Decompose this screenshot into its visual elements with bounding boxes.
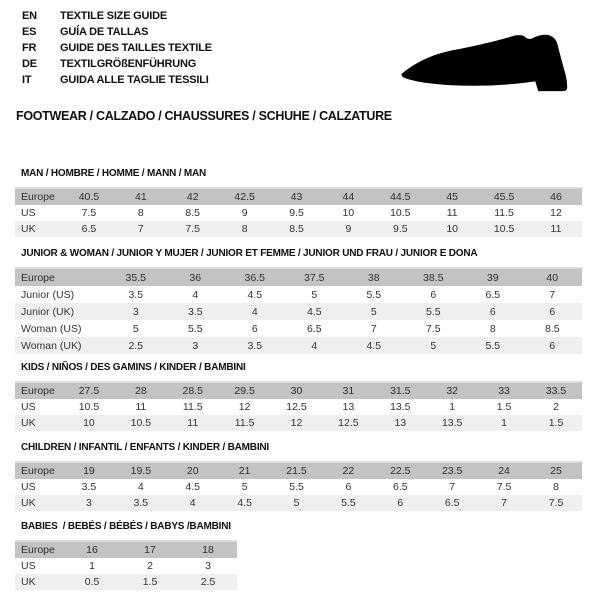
size-cell: 4.5	[247, 288, 263, 301]
size-cell: 36.5	[225, 268, 285, 286]
size-cell: 6	[374, 495, 426, 511]
language-row	[22, 8, 212, 24]
size-cell: 45.5	[478, 188, 530, 205]
size-cell: 42	[167, 188, 219, 205]
category-title: FOOTWEAR / CALZADO / CHAUSSURES / SCHUHE / CALZATURE	[16, 109, 392, 123]
language-row	[22, 24, 212, 40]
size-cell: 11	[446, 207, 458, 219]
size-cell: 24	[478, 462, 530, 479]
size-cell: 2.5	[106, 337, 166, 354]
size-cell: 42.5	[219, 188, 271, 205]
size-cell: 3.5	[115, 495, 167, 511]
language-row	[22, 72, 212, 88]
row-label: US	[21, 401, 36, 413]
size-cell: 13	[374, 415, 426, 431]
row-label: Europe	[15, 188, 63, 205]
size-cell: 5.5	[289, 481, 304, 493]
table-row	[15, 415, 582, 431]
size-cell: 13	[342, 401, 355, 413]
size-cell: 10	[63, 415, 115, 431]
row-label: Europe	[15, 541, 63, 558]
table-row	[15, 382, 582, 399]
row-label: Woman (UK)	[15, 337, 106, 354]
row-label: UK	[15, 221, 63, 237]
size-cell: 12.5	[322, 415, 374, 431]
size-cell: 10.5	[115, 415, 167, 431]
table-row	[15, 303, 582, 320]
table-row	[15, 188, 582, 205]
size-cell: 13.5	[390, 401, 411, 413]
size-cell: 10.5	[78, 401, 100, 413]
size-cell: 3.5	[225, 337, 285, 354]
size-cell: 11	[530, 221, 582, 237]
size-cell: 22.5	[374, 462, 426, 479]
size-cell: 44	[322, 188, 374, 205]
language-label: GUÍA DE TALLAS	[60, 26, 149, 38]
size-table	[15, 540, 237, 590]
row-label: UK	[15, 495, 63, 511]
size-cell: 5	[241, 481, 248, 493]
section-title: CHILDREN / INFANTIL / ENFANTS / KINDER / BAMBINI	[21, 442, 269, 453]
size-cell: 40	[523, 268, 583, 286]
size-cell: 3	[205, 560, 211, 572]
size-cell: 9.5	[374, 221, 426, 237]
size-cell: 4	[192, 288, 199, 301]
row-label: Europe	[15, 462, 63, 479]
size-cell: 6	[523, 337, 583, 354]
size-cell: 46	[530, 188, 582, 205]
size-cell: 33.5	[530, 382, 582, 399]
size-cell: 6.5	[392, 481, 408, 493]
size-cell: 7	[478, 495, 530, 511]
size-cell: 31	[322, 382, 374, 399]
size-cell: 36	[166, 268, 226, 286]
size-cell: 7	[449, 481, 456, 493]
language-row	[22, 56, 212, 72]
row-label: UK	[15, 415, 63, 431]
size-cell: 5.5	[366, 288, 382, 301]
size-cell: 7.5	[81, 207, 97, 219]
size-cell: 38	[344, 268, 404, 286]
size-cell: 5	[344, 303, 404, 320]
size-cell: 6.5	[63, 221, 115, 237]
size-cell: 32	[426, 382, 478, 399]
language-code: EN	[22, 10, 37, 22]
table-row	[15, 479, 582, 495]
size-cell: 5	[311, 288, 318, 301]
language-title-block	[22, 8, 212, 88]
size-cell: 11.5	[219, 415, 271, 431]
size-cell: 3	[166, 337, 226, 354]
table-row	[15, 399, 582, 415]
size-cell: 38.5	[404, 268, 464, 286]
size-table	[15, 461, 582, 511]
table-row	[15, 286, 582, 303]
size-cell: 9.5	[289, 207, 304, 219]
table-row	[15, 221, 582, 237]
size-cell: 3.5	[128, 288, 144, 301]
size-cell: 2	[147, 560, 153, 572]
row-label: UK	[15, 574, 63, 590]
language-label: GUIDE DES TAILLES TEXTILE	[60, 42, 212, 54]
size-cell: 22	[322, 462, 374, 479]
size-cell: 16	[63, 541, 121, 558]
size-cell: 9	[241, 207, 248, 219]
size-cell: 45	[426, 188, 478, 205]
size-cell: 6	[251, 322, 258, 335]
size-cell: 5	[271, 495, 323, 511]
size-cell: 1.5	[496, 401, 512, 413]
size-cell: 8	[553, 481, 559, 493]
table-row	[15, 462, 582, 479]
size-cell: 8.5	[544, 322, 560, 335]
size-cell: 12.5	[286, 401, 307, 413]
size-cell: 43	[271, 188, 323, 205]
language-code: DE	[22, 58, 37, 70]
size-cell: 20	[167, 462, 219, 479]
size-cell: 7.5	[425, 322, 441, 335]
row-label: Junior (US)	[21, 288, 75, 301]
table-row	[15, 558, 237, 574]
size-cell: 21	[219, 462, 271, 479]
row-label: Woman (US)	[21, 322, 82, 335]
size-cell: 7.5	[496, 481, 512, 493]
size-cell: 21.5	[271, 462, 323, 479]
size-cell: 5	[132, 322, 139, 335]
size-cell: 39	[463, 268, 523, 286]
size-cell: 6.5	[306, 322, 322, 335]
size-cell: 30	[271, 382, 323, 399]
table-row	[15, 268, 582, 286]
language-label: TEXTILGRÖßENFÜHRUNG	[60, 58, 197, 70]
size-cell: 35.5	[106, 268, 166, 286]
size-cell: 10	[426, 221, 478, 237]
size-cell: 28	[115, 382, 167, 399]
size-cell: 11	[167, 415, 219, 431]
size-table	[15, 187, 582, 237]
size-cell: 5.5	[404, 303, 464, 320]
size-cell: 12	[238, 401, 251, 413]
language-row	[22, 40, 212, 56]
table-row	[15, 495, 582, 511]
size-cell: 44.5	[374, 188, 426, 205]
table-row	[15, 205, 582, 221]
size-cell: 8.5	[185, 207, 201, 219]
size-cell: 7	[549, 288, 556, 301]
size-cell: 28.5	[167, 382, 219, 399]
size-cell: 33	[478, 382, 530, 399]
size-cell: 11	[135, 401, 147, 413]
language-code: FR	[22, 42, 37, 54]
row-label: US	[21, 560, 36, 572]
size-cell: 41	[115, 188, 167, 205]
section-title: JUNIOR & WOMAN / JUNIOR Y MUJER / JUNIOR ET FEMME / JUNIOR UND FRAU / JUNIOR E DONA	[21, 248, 478, 259]
size-cell: 8	[489, 322, 496, 335]
size-cell: 1.5	[121, 574, 179, 590]
size-cell: 3	[106, 303, 166, 320]
size-cell: 6	[463, 303, 523, 320]
table-row	[15, 337, 582, 354]
size-cell: 4	[225, 303, 285, 320]
size-cell: 31.5	[374, 382, 426, 399]
row-label: Europe	[15, 268, 106, 286]
size-table-section-junior-woman	[15, 248, 582, 354]
size-cell: 4	[285, 337, 345, 354]
size-cell: 37.5	[285, 268, 345, 286]
size-cell: 6	[523, 303, 583, 320]
size-cell: 1.5	[530, 415, 582, 431]
size-cell: 6	[345, 481, 352, 493]
language-label: TEXTILE SIZE GUIDE	[60, 10, 168, 22]
size-cell: 3.5	[166, 303, 226, 320]
row-label: Europe	[15, 382, 63, 399]
size-cell: 7	[370, 322, 377, 335]
size-cell: 7.5	[167, 221, 219, 237]
section-title: BABIES / BEBÉS / BÉBÉS / BABYS /BAMBINI	[21, 521, 231, 532]
row-label: US	[21, 207, 36, 219]
size-cell: 11.5	[494, 207, 514, 219]
size-cell: 3	[63, 495, 115, 511]
size-cell: 17	[121, 541, 179, 558]
size-cell: 4.5	[285, 303, 345, 320]
size-cell: 1	[478, 415, 530, 431]
size-cell: 25	[530, 462, 582, 479]
size-cell: 2.5	[179, 574, 237, 590]
language-code: IT	[22, 74, 32, 86]
size-cell: 9	[322, 221, 374, 237]
size-cell: 19	[63, 462, 115, 479]
size-cell: 12	[550, 207, 562, 219]
table-row	[15, 574, 237, 590]
size-cell: 29.5	[219, 382, 271, 399]
size-cell: 27.5	[63, 382, 115, 399]
size-cell: 8	[137, 207, 144, 219]
size-cell: 10	[342, 207, 355, 219]
size-cell: 8	[219, 221, 271, 237]
language-code: ES	[22, 26, 37, 38]
size-cell: 18	[179, 541, 237, 558]
size-cell: 3.5	[81, 481, 97, 493]
size-cell: 6.5	[426, 495, 478, 511]
size-cell: 4.5	[344, 337, 404, 354]
size-cell: 10.5	[478, 221, 530, 237]
size-cell: 6.5	[485, 288, 501, 301]
section-title: KIDS / NIÑOS / DES GAMINS / KINDER / BAMBINI	[21, 362, 246, 373]
section-title: MAN / HOMBRE / HOMME / MANN / MAN	[21, 168, 207, 179]
row-label: Junior (UK)	[15, 303, 106, 320]
size-cell: 7	[115, 221, 167, 237]
size-table-section-children	[15, 442, 582, 511]
row-label: US	[21, 481, 36, 493]
size-cell: 40.5	[63, 188, 115, 205]
size-cell: 1	[449, 401, 456, 413]
size-cell: 23.5	[426, 462, 478, 479]
size-cell: 2	[553, 401, 559, 413]
size-table-section-babies	[15, 521, 237, 590]
size-cell: 19.5	[115, 462, 167, 479]
size-table-section-man	[15, 168, 582, 237]
size-cell: 5.5	[463, 337, 523, 354]
size-cell: 6	[430, 288, 437, 301]
dress-shoe-icon	[393, 33, 575, 93]
language-label: GUIDA ALLE TAGLIE TESSILI	[60, 74, 209, 86]
size-cell: 7.5	[530, 495, 582, 511]
size-table-section-kids	[15, 362, 582, 431]
size-cell: 0.5	[63, 574, 121, 590]
size-cell: 4	[137, 481, 144, 493]
size-cell: 13.5	[426, 415, 478, 431]
size-cell: 4	[167, 495, 219, 511]
size-table	[15, 267, 582, 354]
size-cell: 1	[89, 560, 95, 572]
size-cell: 4.5	[185, 481, 201, 493]
size-cell: 4.5	[219, 495, 271, 511]
size-cell: 5.5	[187, 322, 203, 335]
size-cell: 12	[271, 415, 323, 431]
size-cell: 8.5	[271, 221, 323, 237]
table-row	[15, 320, 582, 337]
table-row	[15, 541, 237, 558]
size-table	[15, 381, 582, 431]
size-cell: 10.5	[390, 207, 411, 219]
size-cell: 11.5	[182, 401, 203, 413]
size-cell: 5	[404, 337, 464, 354]
size-cell: 5.5	[322, 495, 374, 511]
